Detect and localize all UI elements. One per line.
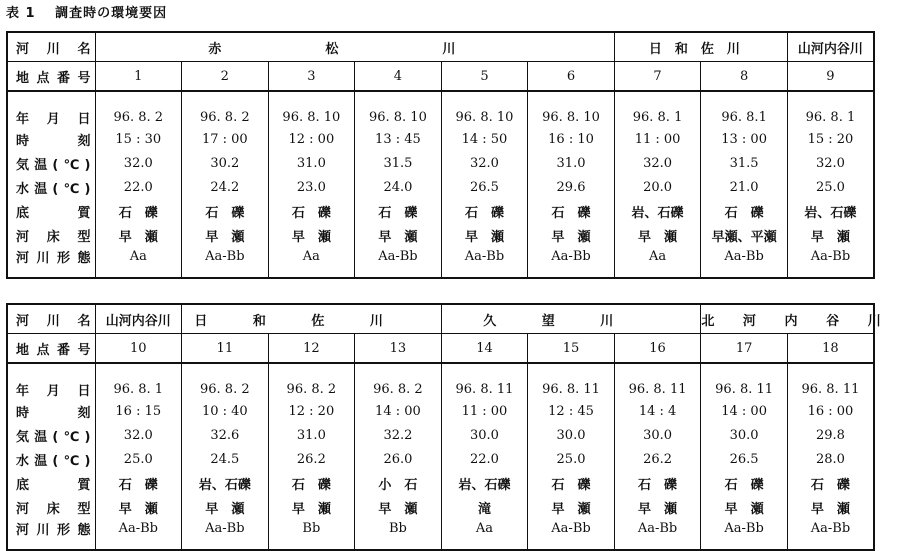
cell-bed-types-1: 早 瀬 — [95, 495, 182, 519]
cell-river-forms-5: Aa — [441, 519, 528, 550]
river-group-hiwasa: 日和佐川 — [182, 304, 442, 334]
water-temp-row — [7, 175, 874, 199]
cell-air-temps-1: 32.0 — [95, 151, 182, 175]
cell-water-temps-1: 25.0 — [95, 447, 182, 471]
site-number-row — [7, 334, 874, 364]
river-group-yamagawachidani: 山河内谷川 — [95, 304, 182, 334]
cell-times-3: 12 : 20 — [268, 399, 355, 423]
cell-sites-1: 10 — [95, 334, 182, 364]
cell-river-forms-5: Aa-Bb — [441, 247, 528, 278]
cell-bed-materials-6: 石 礫 — [528, 199, 615, 223]
cell-times-9: 15 : 20 — [787, 127, 874, 151]
cell-sites-3: 12 — [268, 334, 355, 364]
cell-dates-5: 96. 8. 11 — [441, 363, 528, 399]
cell-times-7: 14 : 4 — [614, 399, 701, 423]
cell-air-temps-9: 32.0 — [787, 151, 874, 175]
cell-bed-materials-2: 岩、石礫 — [182, 471, 269, 495]
cell-water-temps-5: 26.5 — [441, 175, 528, 199]
cell-water-temps-3: 26.2 — [268, 447, 355, 471]
cell-air-temps-7: 30.0 — [614, 423, 701, 447]
cell-river-forms-4: Aa-Bb — [355, 247, 442, 278]
cell-sites-4: 4 — [355, 62, 442, 92]
cell-river-forms-8: Aa-Bb — [701, 247, 788, 278]
cell-bed-types-9: 早 瀬 — [787, 223, 874, 247]
date-row — [7, 363, 874, 399]
bed-material-row — [7, 471, 874, 495]
cell-bed-materials-5: 岩、石礫 — [441, 471, 528, 495]
cell-dates-2: 96. 8. 2 — [182, 91, 269, 127]
cell-air-temps-1: 32.0 — [95, 423, 182, 447]
cell-times-9: 16 : 00 — [787, 399, 874, 423]
cell-sites-7: 7 — [614, 62, 701, 92]
cell-river-forms-8: Aa-Bb — [701, 519, 788, 550]
cell-bed-materials-9: 岩、石礫 — [787, 199, 874, 223]
cell-bed-types-3: 早 瀬 — [268, 495, 355, 519]
row-label-river: 河川名 — [7, 304, 95, 334]
river-name-row — [7, 32, 874, 62]
cell-water-temps-9: 28.0 — [787, 447, 874, 471]
cell-sites-2: 2 — [182, 62, 269, 92]
cell-times-3: 12 : 00 — [268, 127, 355, 151]
river-form-row — [7, 247, 874, 278]
cell-dates-3: 96. 8. 10 — [268, 91, 355, 127]
row-label-site: 地点番号 — [7, 62, 95, 92]
cell-sites-2: 11 — [182, 334, 269, 364]
cell-bed-materials-5: 石 礫 — [441, 199, 528, 223]
row-label-water-temp: 水温(℃) — [7, 447, 95, 471]
cell-sites-8: 17 — [701, 334, 788, 364]
water-temp-row — [7, 447, 874, 471]
cell-air-temps-5: 30.0 — [441, 423, 528, 447]
row-label-time: 時刻 — [7, 127, 95, 151]
cell-bed-types-1: 早 瀬 — [95, 223, 182, 247]
row-label-bed-material: 底質 — [7, 471, 95, 495]
cell-river-forms-6: Aa-Bb — [528, 519, 615, 550]
row-label-bed-type: 河床型 — [7, 495, 95, 519]
cell-sites-8: 8 — [701, 62, 788, 92]
cell-water-temps-3: 23.0 — [268, 175, 355, 199]
cell-sites-6: 6 — [528, 62, 615, 92]
cell-dates-8: 96. 8. 11 — [701, 363, 788, 399]
cell-bed-materials-2: 石 礫 — [182, 199, 269, 223]
cell-bed-materials-3: 石 礫 — [268, 471, 355, 495]
cell-times-6: 16 : 10 — [528, 127, 615, 151]
site-number-row — [7, 62, 874, 92]
cell-times-4: 14 : 00 — [355, 399, 442, 423]
row-label-time: 時刻 — [7, 399, 95, 423]
cell-times-8: 14 : 00 — [701, 399, 788, 423]
cell-sites-6: 15 — [528, 334, 615, 364]
river-group-yamagawachidani: 山河内谷川 — [787, 32, 874, 62]
row-label-bed-material: 底質 — [7, 199, 95, 223]
cell-sites-9: 9 — [787, 62, 874, 92]
cell-water-temps-7: 20.0 — [614, 175, 701, 199]
cell-bed-materials-7: 石 礫 — [614, 471, 701, 495]
row-label-date: 年月日 — [7, 363, 95, 399]
cell-bed-types-7: 早 瀬 — [614, 223, 701, 247]
cell-bed-materials-6: 石 礫 — [528, 471, 615, 495]
row-label-river: 河川名 — [7, 32, 95, 62]
cell-bed-types-8: 早瀬、平瀬 — [701, 223, 788, 247]
bed-type-row — [7, 495, 874, 519]
cell-sites-4: 13 — [355, 334, 442, 364]
cell-sites-5: 5 — [441, 62, 528, 92]
cell-air-temps-6: 31.0 — [528, 151, 615, 175]
cell-river-forms-2: Aa-Bb — [182, 519, 269, 550]
cell-dates-7: 96. 8. 1 — [614, 91, 701, 127]
cell-bed-types-2: 早 瀬 — [182, 495, 269, 519]
cell-sites-1: 1 — [95, 62, 182, 92]
cell-river-forms-2: Aa-Bb — [182, 247, 269, 278]
cell-dates-4: 96. 8. 10 — [355, 91, 442, 127]
cell-bed-types-8: 早 瀬 — [701, 495, 788, 519]
cell-bed-materials-8: 石 礫 — [701, 199, 788, 223]
cell-air-temps-7: 32.0 — [614, 151, 701, 175]
date-row — [7, 91, 874, 127]
cell-water-temps-1: 22.0 — [95, 175, 182, 199]
cell-air-temps-2: 32.6 — [182, 423, 269, 447]
cell-times-4: 13 : 45 — [355, 127, 442, 151]
cell-river-forms-9: Aa-Bb — [787, 247, 874, 278]
cell-river-forms-6: Aa-Bb — [528, 247, 615, 278]
river-group-hiwasa: 日和佐川 — [614, 32, 787, 62]
cell-bed-materials-3: 石 礫 — [268, 199, 355, 223]
row-label-bed-type: 河床型 — [7, 223, 95, 247]
row-label-date: 年月日 — [7, 91, 95, 127]
cell-times-2: 10 : 40 — [182, 399, 269, 423]
cell-air-temps-9: 29.8 — [787, 423, 874, 447]
cell-sites-9: 18 — [787, 334, 874, 364]
cell-water-temps-9: 25.0 — [787, 175, 874, 199]
cell-air-temps-8: 31.5 — [701, 151, 788, 175]
cell-river-forms-7: Aa — [614, 247, 701, 278]
cell-air-temps-3: 31.0 — [268, 423, 355, 447]
cell-water-temps-6: 25.0 — [528, 447, 615, 471]
cell-dates-8: 96. 8.1 — [701, 91, 788, 127]
cell-air-temps-6: 30.0 — [528, 423, 615, 447]
cell-times-5: 11 : 00 — [441, 399, 528, 423]
cell-air-temps-5: 32.0 — [441, 151, 528, 175]
survey-table-sites-1-9 — [6, 31, 875, 279]
cell-river-forms-3: Bb — [268, 519, 355, 550]
cell-bed-materials-4: 小 石 — [355, 471, 442, 495]
cell-bed-types-7: 早 瀬 — [614, 495, 701, 519]
cell-dates-1: 96. 8. 1 — [95, 363, 182, 399]
cell-times-1: 15 : 30 — [95, 127, 182, 151]
row-label-air-temp: 気温(℃) — [7, 151, 95, 175]
cell-water-temps-8: 21.0 — [701, 175, 788, 199]
river-form-row — [7, 519, 874, 550]
cell-bed-materials-1: 石 礫 — [95, 471, 182, 495]
cell-river-forms-1: Aa — [95, 247, 182, 278]
cell-bed-types-5: 早 瀬 — [441, 223, 528, 247]
cell-air-temps-4: 31.5 — [355, 151, 442, 175]
cell-bed-materials-8: 石 礫 — [701, 471, 788, 495]
cell-dates-9: 96. 8. 11 — [787, 363, 874, 399]
cell-dates-4: 96. 8. 2 — [355, 363, 442, 399]
river-name-row — [7, 304, 874, 334]
cell-water-temps-8: 26.5 — [701, 447, 788, 471]
cell-bed-types-6: 早 瀬 — [528, 223, 615, 247]
table-caption: 表 1 調査時の環境要因 — [6, 6, 168, 21]
cell-times-1: 16 : 15 — [95, 399, 182, 423]
cell-river-forms-1: Aa-Bb — [95, 519, 182, 550]
cell-bed-types-4: 早 瀬 — [355, 495, 442, 519]
time-row — [7, 127, 874, 151]
cell-water-temps-7: 26.2 — [614, 447, 701, 471]
cell-sites-7: 16 — [614, 334, 701, 364]
cell-dates-6: 96. 8. 10 — [528, 91, 615, 127]
cell-times-5: 14 : 50 — [441, 127, 528, 151]
river-group-akamatsu: 赤 松 川 — [95, 32, 614, 62]
survey-table-sites-10-18 — [6, 303, 909, 551]
cell-water-temps-2: 24.5 — [182, 447, 269, 471]
cell-water-temps-5: 22.0 — [441, 447, 528, 471]
cell-bed-types-3: 早 瀬 — [268, 223, 355, 247]
row-label-site: 地点番号 — [7, 334, 95, 364]
time-row — [7, 399, 874, 423]
row-label-water-temp: 水温(℃) — [7, 175, 95, 199]
row-label-river-form: 河川形態 — [7, 519, 95, 550]
cell-water-temps-2: 24.2 — [182, 175, 269, 199]
cell-bed-types-5: 滝 — [441, 495, 528, 519]
cell-bed-materials-7: 岩、石礫 — [614, 199, 701, 223]
cell-dates-9: 96. 8. 1 — [787, 91, 874, 127]
cell-air-temps-8: 30.0 — [701, 423, 788, 447]
cell-bed-materials-4: 石 礫 — [355, 199, 442, 223]
bed-type-row — [7, 223, 874, 247]
air-temp-row — [7, 423, 874, 447]
cell-sites-5: 14 — [441, 334, 528, 364]
cell-dates-6: 96. 8. 11 — [528, 363, 615, 399]
cell-dates-7: 96. 8. 11 — [614, 363, 701, 399]
cell-river-forms-7: Aa-Bb — [614, 519, 701, 550]
cell-water-temps-6: 29.6 — [528, 175, 615, 199]
cell-water-temps-4: 24.0 — [355, 175, 442, 199]
cell-bed-types-4: 早 瀬 — [355, 223, 442, 247]
cell-sites-3: 3 — [268, 62, 355, 92]
cell-dates-1: 96. 8. 2 — [95, 91, 182, 127]
cell-river-forms-3: Aa — [268, 247, 355, 278]
cell-bed-materials-1: 石 礫 — [95, 199, 182, 223]
row-label-river-form: 河川形態 — [7, 247, 95, 278]
cell-bed-materials-9: 石 礫 — [787, 471, 874, 495]
river-group-kumogawa: 久望川 — [441, 304, 701, 334]
cell-bed-types-9: 早 瀬 — [787, 495, 874, 519]
cell-times-7: 11 : 00 — [614, 127, 701, 151]
cell-water-temps-4: 26.0 — [355, 447, 442, 471]
river-group-kitagawachidani: 北河内谷川 — [701, 304, 874, 334]
cell-bed-types-2: 早 瀬 — [182, 223, 269, 247]
air-temp-row — [7, 151, 874, 175]
cell-air-temps-2: 30.2 — [182, 151, 269, 175]
cell-river-forms-4: Bb — [355, 519, 442, 550]
cell-river-forms-9: Aa-Bb — [787, 519, 874, 550]
row-label-air-temp: 気温(℃) — [7, 423, 95, 447]
cell-times-8: 13 : 00 — [701, 127, 788, 151]
cell-dates-3: 96. 8. 2 — [268, 363, 355, 399]
cell-dates-5: 96. 8. 10 — [441, 91, 528, 127]
cell-air-temps-4: 32.2 — [355, 423, 442, 447]
cell-times-2: 17 : 00 — [182, 127, 269, 151]
cell-dates-2: 96. 8. 2 — [182, 363, 269, 399]
cell-times-6: 12 : 45 — [528, 399, 615, 423]
cell-bed-types-6: 早 瀬 — [528, 495, 615, 519]
cell-air-temps-3: 31.0 — [268, 151, 355, 175]
bed-material-row — [7, 199, 874, 223]
